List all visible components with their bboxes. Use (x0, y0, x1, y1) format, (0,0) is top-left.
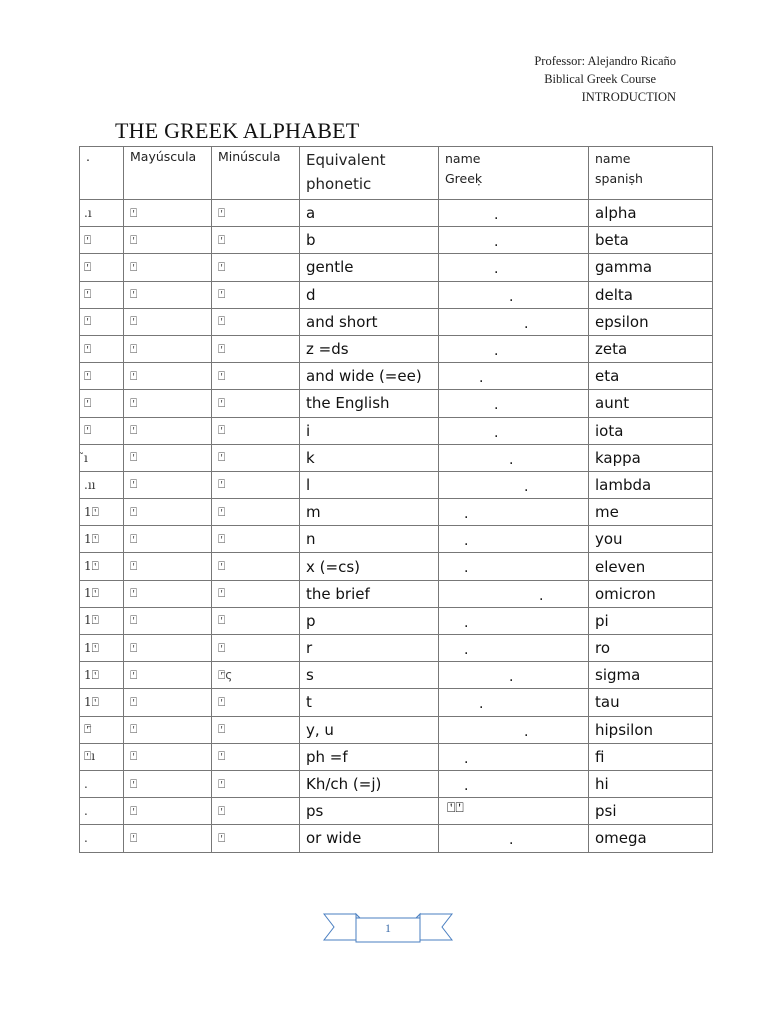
greek-name-text: . (494, 424, 499, 441)
greek-name (439, 825, 589, 852)
phonetic-equivalent: r (300, 635, 439, 662)
lowercase-letter: ⍞ (212, 363, 300, 390)
table-row (80, 200, 713, 227)
lowercase-letter: ⍞ (212, 499, 300, 526)
uppercase-letter: ⍞ (124, 770, 212, 797)
professor-line: Professor: Alejandro Ricaño (534, 54, 676, 68)
uppercase-letter: ⍞ (124, 798, 212, 825)
phonetic-equivalent: l (300, 471, 439, 498)
spanish-name: hi (589, 770, 713, 797)
letter-index: 1⍞ (80, 662, 124, 689)
page-number: 1 (385, 921, 391, 935)
greek-name-text: . (464, 506, 469, 523)
letter-index: ⍞ (80, 254, 124, 281)
greek-name-text: . (464, 614, 469, 631)
lowercase-letter: ⍞ (212, 254, 300, 281)
uppercase-letter: ⍞ (124, 363, 212, 390)
spanish-name: omicron (589, 580, 713, 607)
greek-name (439, 499, 589, 526)
lowercase-letter: ⍞ (212, 471, 300, 498)
header-greek-name (439, 147, 589, 200)
table-row (80, 662, 713, 689)
lowercase-letter: ⍞ (212, 390, 300, 417)
greek-name-text: . (494, 207, 499, 223)
greek-name-text: . (494, 234, 499, 251)
phonetic-equivalent: p (300, 607, 439, 634)
lowercase-letter: ⍞ (212, 743, 300, 770)
spanish-name: tau (589, 689, 713, 716)
header-phonetic (300, 147, 439, 200)
greek-name-text: . (464, 560, 469, 577)
spanish-name: kappa (589, 444, 713, 471)
phonetic-equivalent: the brief (300, 580, 439, 607)
letter-index: .ıı (80, 471, 124, 498)
table-row (80, 743, 713, 770)
table-header-row (80, 147, 713, 200)
uppercase-letter: ⍞ (124, 580, 212, 607)
spanish-name: alpha (589, 200, 713, 227)
table-row (80, 308, 713, 335)
lowercase-letter: ⍞ (212, 417, 300, 444)
spanish-name: hipsilon (589, 716, 713, 743)
spanish-name: delta (589, 281, 713, 308)
letter-index: ⍞ (80, 335, 124, 362)
greek-name (439, 580, 589, 607)
phonetic-equivalent: ps (300, 798, 439, 825)
spanish-name: pi (589, 607, 713, 634)
uppercase-letter: ⍞ (124, 499, 212, 526)
greek-name (439, 743, 589, 770)
header-spanish-name (589, 147, 713, 200)
header-phonetic-line2: phonetic (306, 175, 372, 193)
letter-index: ⍞ (80, 227, 124, 254)
greek-name (439, 662, 589, 689)
greek-name-text: . (494, 397, 499, 414)
uppercase-letter: ⍞ (124, 526, 212, 553)
table-row (80, 526, 713, 553)
header-lowercase: Minúscula (212, 147, 300, 200)
greek-name-text: . (509, 451, 514, 468)
letter-index: ⍞ı (80, 743, 124, 770)
greek-name-text: . (479, 370, 484, 387)
spanish-name: lambda (589, 471, 713, 498)
lowercase-letter: ⍞ (212, 227, 300, 254)
greek-name (439, 200, 589, 227)
letter-index: 1⍞ (80, 553, 124, 580)
table-row (80, 716, 713, 743)
uppercase-letter: ⍞ (124, 417, 212, 444)
table-row (80, 254, 713, 281)
greek-name (439, 798, 589, 825)
greek-name (439, 716, 589, 743)
greek-name (439, 526, 589, 553)
uppercase-letter: ⍞ (124, 716, 212, 743)
header-spanish-line2: spaniṣh (595, 171, 643, 186)
letter-index: 1⍞ (80, 607, 124, 634)
table-row (80, 281, 713, 308)
spanish-name: beta (589, 227, 713, 254)
letter-index: 1⍞ (80, 689, 124, 716)
uppercase-letter: ⍞ (124, 200, 212, 227)
phonetic-equivalent: y, u (300, 716, 439, 743)
phonetic-equivalent: a (300, 200, 439, 227)
page-number-banner (322, 910, 454, 946)
lowercase-letter: ⍞ (212, 607, 300, 634)
uppercase-letter: ⍞ (124, 444, 212, 471)
greek-name (439, 635, 589, 662)
letter-index: 1⍞ (80, 635, 124, 662)
spanish-name: me (589, 499, 713, 526)
spanish-name: zeta (589, 335, 713, 362)
uppercase-letter: ⍞ (124, 335, 212, 362)
course-line: Biblical Greek Course (544, 72, 656, 86)
phonetic-equivalent: z =ds (300, 335, 439, 362)
uppercase-letter: ⍞ (124, 308, 212, 335)
table-row (80, 798, 713, 825)
lowercase-letter: ⍞ (212, 281, 300, 308)
greek-name-text: . (464, 533, 469, 550)
spanish-name: eleven (589, 553, 713, 580)
phonetic-equivalent: ph =f (300, 743, 439, 770)
table-row (80, 390, 713, 417)
phonetic-equivalent: and wide (=ee) (300, 363, 439, 390)
uppercase-letter: ⍞ (124, 662, 212, 689)
greek-name (439, 308, 589, 335)
table-row (80, 689, 713, 716)
table-row (80, 499, 713, 526)
lowercase-letter: ⍞ (212, 553, 300, 580)
uppercase-letter: ⍞ (124, 254, 212, 281)
lowercase-letter: ⍞ (212, 580, 300, 607)
phonetic-equivalent: and short (300, 308, 439, 335)
uppercase-letter: ⍞ (124, 281, 212, 308)
spanish-name: sigma (589, 662, 713, 689)
header-greek-line2: Greeḳ (445, 171, 483, 186)
letter-index: ⍞ (80, 308, 124, 335)
spanish-name: gamma (589, 254, 713, 281)
letter-index: ⍞̃ (80, 716, 124, 743)
phonetic-equivalent: Kh/ch (=j) (300, 770, 439, 797)
lowercase-letter: ⍞ (212, 200, 300, 227)
phonetic-equivalent: the English (300, 390, 439, 417)
uppercase-letter: ⍞ (124, 607, 212, 634)
lowercase-letter: ⍞ (212, 825, 300, 852)
lowercase-letter: ⍞ (212, 716, 300, 743)
lowercase-letter: ⍞ (212, 526, 300, 553)
letter-index: ⍞ (80, 390, 124, 417)
table-row (80, 635, 713, 662)
phonetic-equivalent: x (=cs) (300, 553, 439, 580)
header-spanish-line1: name (595, 151, 631, 166)
table-row (80, 607, 713, 634)
lowercase-letter: ⍞ (212, 335, 300, 362)
greek-name-text: . (539, 587, 544, 604)
greek-name (439, 607, 589, 634)
letter-index: ⍞ (80, 363, 124, 390)
letter-index: 1⍞ (80, 526, 124, 553)
uppercase-letter: ⍞ (124, 825, 212, 852)
table-row (80, 471, 713, 498)
table-row (80, 770, 713, 797)
spanish-name: iota (589, 417, 713, 444)
table-row (80, 825, 713, 852)
uppercase-letter: ⍞ (124, 743, 212, 770)
uppercase-letter: ⍞ (124, 635, 212, 662)
greek-name (439, 770, 589, 797)
table-row (80, 417, 713, 444)
greek-name-text: . (464, 642, 469, 658)
letter-index: ⍞ (80, 281, 124, 308)
document-header (534, 52, 676, 106)
letter-index: . (80, 798, 124, 825)
spanish-name: you (589, 526, 713, 553)
letter-index: ̃ı (80, 444, 124, 471)
letter-index: 1⍞ (80, 580, 124, 607)
greek-name-text: . (464, 750, 469, 767)
greek-name-text: . (509, 832, 514, 849)
letter-index: . (80, 770, 124, 797)
greek-name-text: . (464, 777, 469, 794)
uppercase-letter: ⍞ (124, 553, 212, 580)
uppercase-letter: ⍞ (124, 390, 212, 417)
lowercase-letter: ⍞ (212, 444, 300, 471)
spanish-name: epsilon (589, 308, 713, 335)
lowercase-letter: ⍞ (212, 308, 300, 335)
lowercase-letter: ⍞ (212, 635, 300, 662)
letter-index: .ı (80, 200, 124, 227)
table-body (80, 200, 713, 853)
greek-name (439, 689, 589, 716)
greek-alphabet-table (79, 146, 713, 853)
phonetic-equivalent: s (300, 662, 439, 689)
table-row (80, 444, 713, 471)
phonetic-equivalent: k (300, 444, 439, 471)
header-greek-line1: name (445, 151, 481, 166)
greek-name (439, 281, 589, 308)
greek-name-text: . (524, 315, 529, 332)
header-index: . (80, 147, 124, 200)
phonetic-equivalent: d (300, 281, 439, 308)
spanish-name: fi (589, 743, 713, 770)
phonetic-equivalent: m (300, 499, 439, 526)
phonetic-equivalent: n (300, 526, 439, 553)
lowercase-letter: ⍞ (212, 798, 300, 825)
greek-name (439, 417, 589, 444)
phonetic-equivalent: b (300, 227, 439, 254)
lowercase-letter: ⍞ (212, 770, 300, 797)
uppercase-letter: ⍞ (124, 227, 212, 254)
greek-name (439, 471, 589, 498)
header-phonetic-line1: Equivalent (306, 151, 386, 169)
greek-name-text: . (524, 478, 529, 495)
table-row (80, 553, 713, 580)
table-row (80, 363, 713, 390)
greek-name (439, 335, 589, 362)
uppercase-letter: ⍞ (124, 471, 212, 498)
lowercase-letter: ⍞̃ς (212, 662, 300, 689)
spanish-name: eta (589, 363, 713, 390)
greek-name-text: . (524, 723, 529, 740)
spanish-name: omega (589, 825, 713, 852)
greek-name (439, 363, 589, 390)
greek-name-text: . (509, 669, 514, 686)
table-row (80, 227, 713, 254)
phonetic-equivalent: or wide (300, 825, 439, 852)
greek-name (439, 444, 589, 471)
greek-name-text: . (494, 342, 499, 359)
spanish-name: aunt (589, 390, 713, 417)
greek-name-text: . (479, 696, 484, 713)
phonetic-equivalent: i (300, 417, 439, 444)
greek-name (439, 553, 589, 580)
letter-index: . (80, 825, 124, 852)
header-uppercase: Mayúscula (124, 147, 212, 200)
greek-name (439, 254, 589, 281)
phonetic-equivalent: gentle (300, 254, 439, 281)
phonetic-equivalent: t (300, 689, 439, 716)
lowercase-letter: ⍞ (212, 689, 300, 716)
table-row (80, 580, 713, 607)
spanish-name: ro (589, 635, 713, 662)
letter-index: 1⍞ (80, 499, 124, 526)
greek-name-text: . (494, 261, 499, 278)
letter-index: ⍞ (80, 417, 124, 444)
table-row (80, 335, 713, 362)
greek-name (439, 390, 589, 417)
uppercase-letter: ⍞ (124, 689, 212, 716)
section-line: INTRODUCTION (581, 90, 676, 104)
greek-name-text: . (509, 288, 514, 305)
spanish-name: psi (589, 798, 713, 825)
greek-name (439, 227, 589, 254)
page-title: THE GREEK ALPHABET (115, 118, 360, 143)
greek-name-text: ⍞⍞ (447, 800, 464, 817)
